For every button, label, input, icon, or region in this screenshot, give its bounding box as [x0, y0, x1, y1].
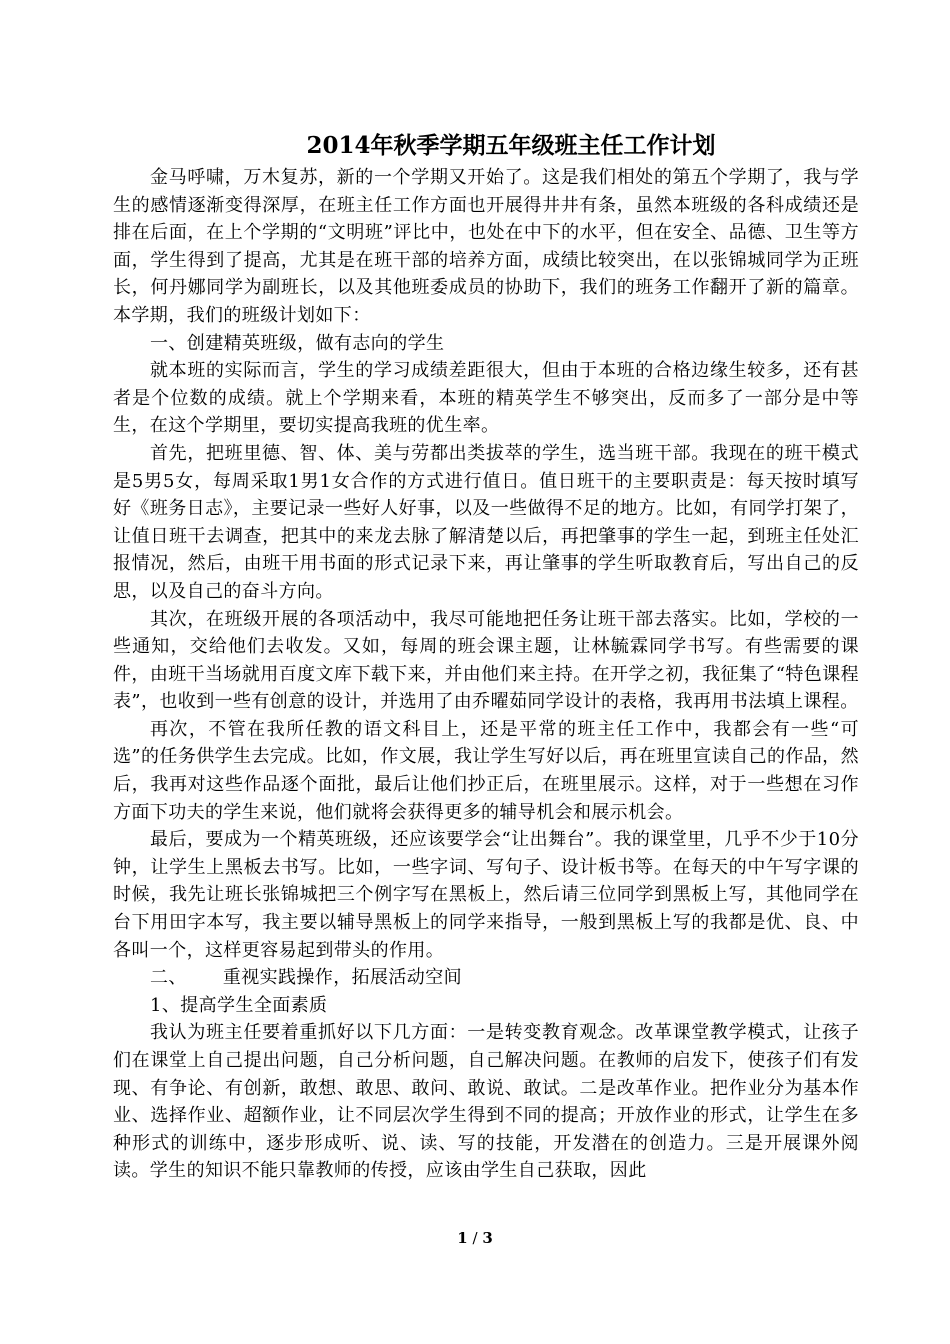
- section-heading-text: 重视实践操作，拓展活动空间: [222, 967, 463, 989]
- document-title: 2014年秋季学期五年级班主任工作计划: [306, 132, 716, 159]
- body-paragraph: 我认为班主任要着重抓好以下几方面：一是转变教育观念。改革课堂教学模式，让孩子们在课堂上自己提出问题，自己分析问题，自己解决问题。在教师的启发下，使孩子们有发现、有争论、有创新，敢想、敢思、敢问、敢说、敢试。二是改革作业。把作业分为基本作业、选择作业、超额作业，让不同层次学生得到不同的提高；开放作业的形式，让学生在多种形式的训练中，逐步形成听、说、读、写的技能，开发潜在的创造力。三是开展课外阅读。学生的知识不能只靠教师的传授，应该由学生自己获取，因此: [113, 1022, 859, 1182]
- body-paragraph: 最后，要成为一个精英班级，还应该要学会“让出舞台”。我的课堂里，几乎不少于10分钟，让学生上黑板去书写。比如，一些字词、写句子、设计板书等。在每天的中午写字课的时候，我先让班长张锦城把三个例字写在黑板上，然后请三位同学到黑板上写，其他同学在台下用田字本写，我主要以辅导黑板上的同学来指导，一般到黑板上写的我都是优、良、中各叫一个，这样更容易起到带头的作用。: [113, 829, 859, 961]
- intro-paragraph: 金马呼啸，万木复苏，新的一个学期又开始了。这是我们相处的第五个学期了，我与学生的感情逐渐变得深厚，在班主任工作方面也开展得井井有条，虽然本班级的各科成绩还是排在后面，在上个学期的“文明班”评比中，也处在中下的水平，但在安全、品德、卫生等方面，学生得到了提高，尤其是在班干部的培养方面，成绩比较突出，在以张锦城同学为正班长，何丹娜同学为副班长，以及其他班委成员的协助下，我们的班务工作翻开了新的篇章。本学期，我们的班级计划如下：: [113, 167, 859, 326]
- page-number-total: 3: [482, 1229, 493, 1247]
- body-paragraph: 再次，不管在我所任教的语文科目上，还是平常的班主任工作中，我都会有一些“可选”的任务供学生去完成。比如，作文展，我让学生写好以后，再在班里宣读自己的作品，然后，我再对这些作品逐个面批，最后让他们抄正后，在班里展示。这样，对于一些想在习作方面下功夫的学生来说，他们就将会获得更多的辅导机会和展示机会。: [113, 718, 859, 823]
- body-paragraph: 其次，在班级开展的各项活动中，我尽可能地把任务让班干部去落实。比如，学校的一些通知，交给他们去收发。又如，每周的班会课主题，让林毓霖同学书写。有些需要的课件，由班干当场就用百度文库下载下来，并由他们来主持。在开学之初，我征集了“特色课程表”，也收到一些有创意的设计，并选用了由乔曜茹同学设计的表格，我再用书法填上课程。: [113, 608, 859, 713]
- section-heading-1: 一、创建精英班级，做有志向的学生: [150, 332, 445, 354]
- body-paragraph: 就本班的实际而言，学生的学习成绩差距很大，但由于本班的合格边缘生较多，还有甚者是个位数的成绩。就上个学期来看，本班的精英学生不够突出，反而多了一部分是中等生，在这个学期里，要切实提高我班的优生率。: [113, 360, 859, 437]
- section-heading-2: [113, 964, 859, 992]
- section-number: 二、: [150, 967, 187, 989]
- page-number-separator: /: [472, 1229, 478, 1247]
- subsection-heading-1: 1、提高学生全面素质: [150, 994, 328, 1016]
- document-body: [113, 128, 859, 1185]
- page-footer: [0, 1228, 950, 1248]
- page-number-current: 1: [457, 1229, 468, 1247]
- body-paragraph: 首先，把班里德、智、体、美与劳都出类拔萃的学生，选当班干部。我现在的班干模式是5男5女，每周采取1男1女合作的方式进行值日。值日班干的主要职责是：每天按时填写好《班务日志》，主要记录一些好人好事，以及一些做得不足的地方。比如，有同学打架了，让值日班干去调查，把其中的来龙去脉了解清楚以后，再把肇事的学生一起，到班主任处汇报情况，然后，由班干用书面的形式记录下来，再让肇事的学生听取教育后，写出自己的反思，以及自己的奋斗方向。: [113, 442, 859, 602]
